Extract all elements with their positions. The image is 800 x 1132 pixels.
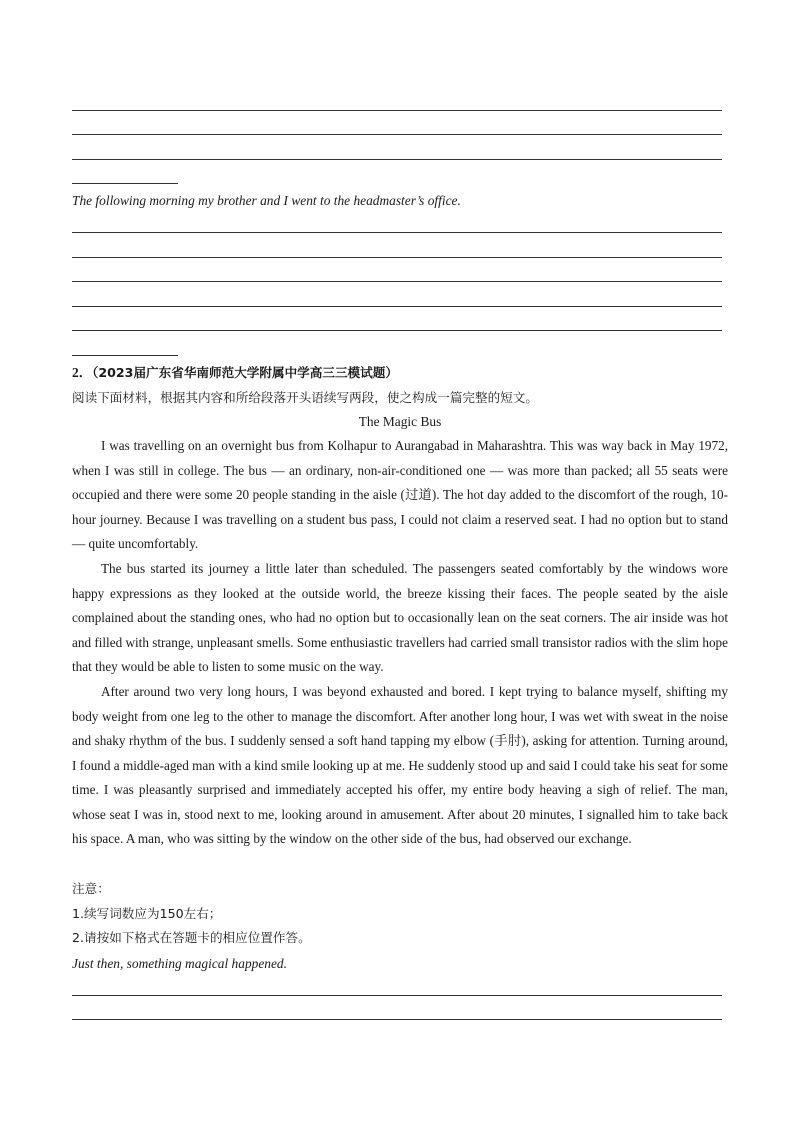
- paragraph-prompt: Just then, something magical happened.: [72, 956, 287, 971]
- writing-line: [72, 330, 722, 331]
- question-instruction: 阅读下面材料，根据其内容和所给段落开头语续写两段，使之构成一篇完整的短文。: [72, 390, 538, 405]
- writing-line: [72, 257, 722, 258]
- question-source: （2023届广东省华南师范大学附属中学高三三模试题）: [92, 365, 398, 380]
- writing-line: [72, 281, 722, 282]
- question-number: 2．: [72, 365, 93, 380]
- writing-line: [72, 183, 178, 184]
- passage-title: The Magic Bus: [358, 414, 442, 429]
- writing-line: [72, 134, 722, 135]
- writing-line: [72, 355, 178, 356]
- question-header: [72, 365, 728, 381]
- note-item: 1.续写词数应为150左右；: [72, 906, 222, 921]
- writing-line: [72, 995, 722, 996]
- passage-paragraph: I was travelling on an overnight bus from Kolhapur to Aurangabad in Maharashtra. This was way back in May 1972, when I was still in college. The bus — an ordinary, non-air-conditioned one — was more than packed; all 55 seats were occupied and there were some 20 people standing in the aisle (过道). The hot day added to the discomfort of the rough, 10-hour journey. Because I was travelling on a student bus pass, I could not claim a reserved seat. I had no option but to stand — quite uncomfortably.: [72, 438, 728, 551]
- passage-paragraph: The bus started its journey a little later than scheduled. The passengers seated comfortably by the windows wore happy expressions as they looked at the outside world, the breeze kissing their faces. The people seated by the aisle complained about the standing ones, who had no option but to occasionally lean on the seat corners. The air inside was hot and filled with strange, unpleasant smells. Some enthusiastic travellers had carried small transistor radios with the slim hope that they would be able to listen to some music on the way.: [72, 561, 728, 674]
- notes-heading: 注意：: [72, 881, 110, 896]
- passage-paragraph: After around two very long hours, I was beyond exhausted and bored. I kept trying to balance myself, shifting my body weight from one leg to the other to manage the discomfort. After another long hour, I was wet with sweat in the noise and shaky rhythm of the bus. I suddenly sensed a soft hand tapping my elbow (手肘), asking for attention. Turning around, I found a middle-aged man with a kind smile looking up at me. He suddenly stood up and said I could take his seat for some time. I was pleasantly surprised and immediately accepted his offer, my entire body heaving a sigh of relief. The man, whose seat I was in, stood next to me, looking around in amusement. After about 20 minutes, I signalled him to take back his space. A man, who was sitting by the window on the other side of the bus, had observed our exchange.: [72, 684, 728, 846]
- writing-line: [72, 306, 722, 307]
- writing-line: [72, 159, 722, 160]
- note-item: 2.请按如下格式在答题卡的相应位置作答。: [72, 930, 311, 945]
- writing-line: [72, 1019, 722, 1020]
- writing-line: [72, 232, 722, 233]
- writing-line: [72, 110, 722, 111]
- paragraph-prompt: The following morning my brother and I went to the headmaster’s office.: [72, 193, 461, 208]
